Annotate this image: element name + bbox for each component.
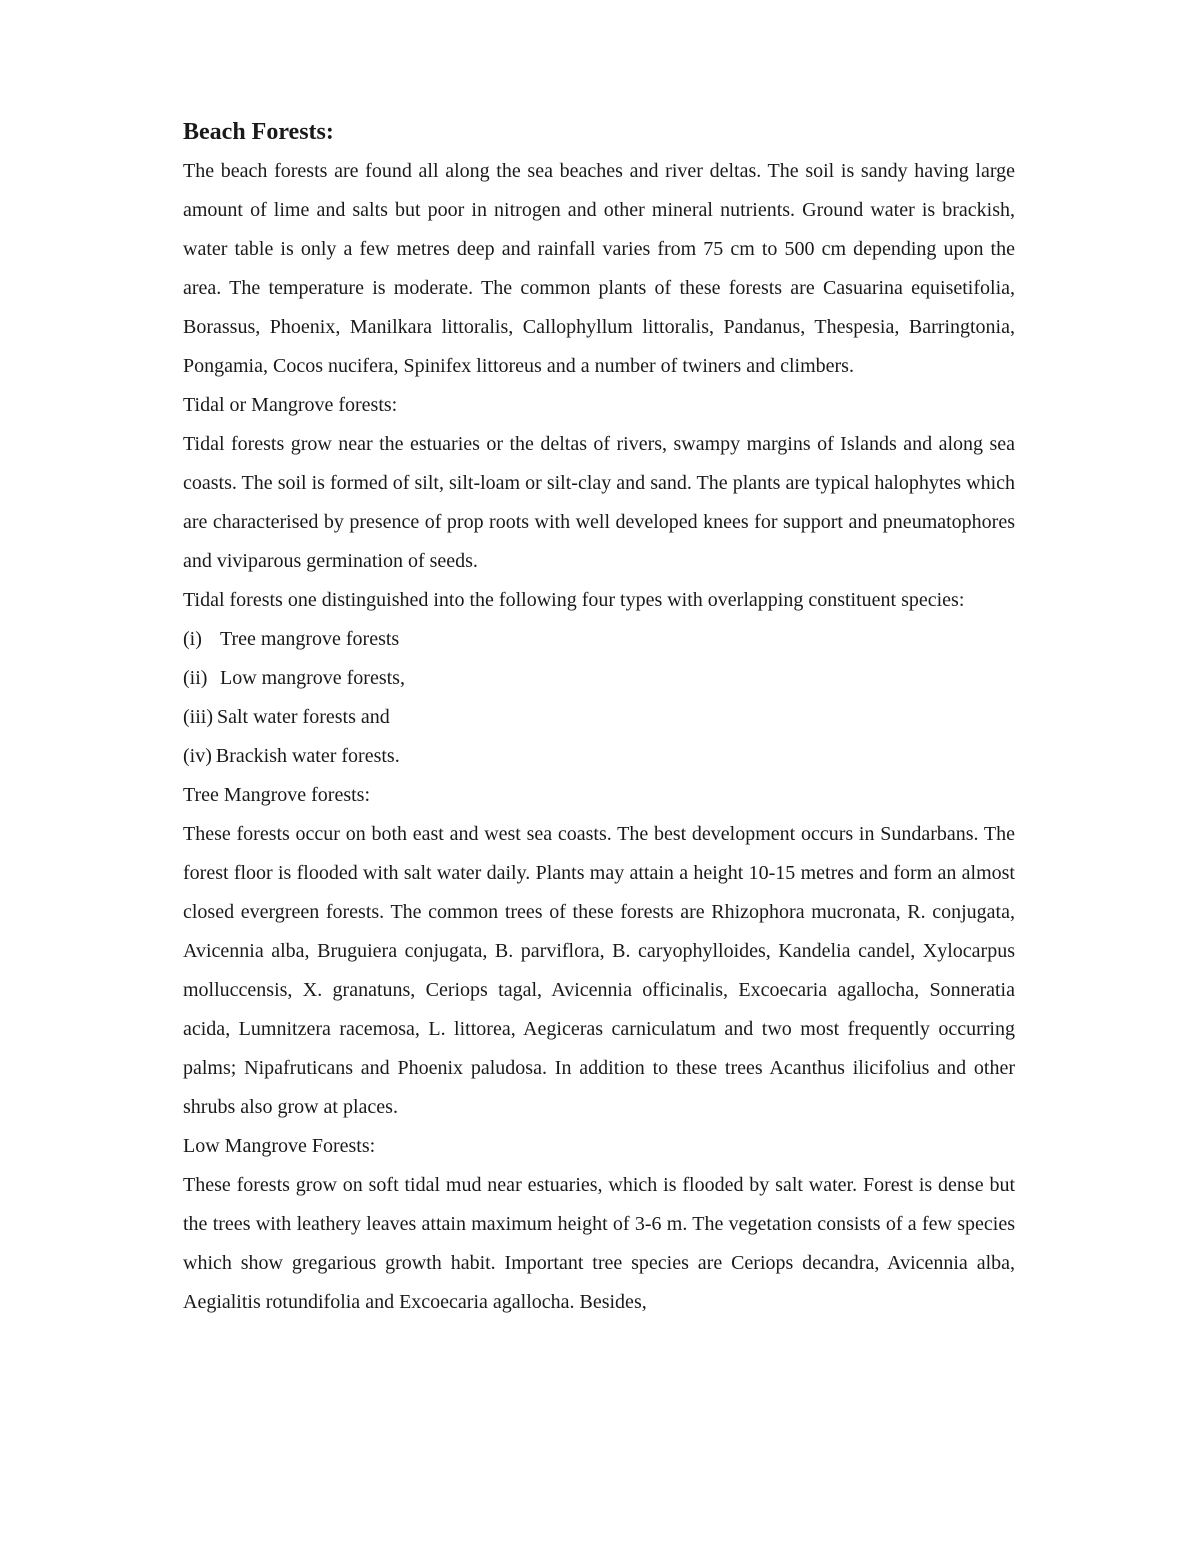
paragraph-low-mangrove: These forests grow on soft tidal mud near estuaries, which is flooded by salt water. Forest is dense but the trees with leathery leaves attain maximum height of 3-6 m. The vegetation consists of a few species which show gregarious growth habit. Important tree species are Ceriops decandra, Avicennia alba, Aegialitis rotundifolia and Excoecaria agallocha. Besides, [183,1174,1015,1313]
paragraph-tidal-forests: Tidal forests grow near the estuaries or the deltas of rivers, swampy margins of Islands and along sea coasts. The soil is formed of silt, silt-loam or silt-clay and sand. The plants are typical halophytes which are characterised by presence of prop roots with well developed knees for support and pneumatophores and viviparous germination of seeds. [183,433,1015,572]
list-item [183,698,1015,737]
document-page [183,112,1015,1322]
list-item [183,659,1015,698]
list-text: Low mangrove forests, [220,667,405,689]
subheading-tree-mangrove: Tree Mangrove forests: [183,784,371,806]
heading-beach-forests: Beach Forests: [183,119,334,145]
paragraph-tree-mangrove: These forests occur on both east and west sea coasts. The best development occurs in Sundarbans. The forest floor is flooded with salt water daily. Plants may attain a height 10-15 metres and form an almost closed evergreen forests. The common trees of these forests are Rhizophora mucronata, R. conjugata, Avicennia alba, Bruguiera conjugata, B. parviflora, B. caryophylloides, Kandelia candel, Xylocarpus molluccensis, X. granatuns, Ceriops tagal, Avicennia officinalis, Excoecaria agallocha, Sonneratia acida, Lumnitzera racemosa, L. littorea, Aegiceras carniculatum and two most frequently occurring palms; Nipafruticans and Phoenix paludosa. In addition to these trees Acanthus ilicifolius and other shrubs also grow at places. [183,823,1015,1118]
list-text: Brackish water forests. [215,745,400,767]
subheading-tidal-forests: Tidal or Mangrove forests: [183,394,398,416]
list-number: (i) [183,628,202,650]
list-number: (iii) [183,706,213,728]
tidal-types-list [183,620,1015,776]
list-item [183,737,1015,776]
list-number: (iv) [183,745,212,767]
list-text: Tree mangrove forests [220,628,400,650]
paragraph-tidal-types-intro: Tidal forests one distinguished into the following four types with overlapping constituent species: [183,589,965,611]
paragraph-beach-forests: The beach forests are found all along the sea beaches and river deltas. The soil is sandy having large amount of lime and salts but poor in nitrogen and other mineral nutrients. Ground water is brackish, water table is only a few metres deep and rainfall varies from 75 cm to 500 cm depending upon the area. The temperature is moderate. The common plants of these forests are Casuarina equisetifolia, Borassus, Phoenix, Manilkara littoralis, Callophyllum littoralis, Pandanus, Thespesia, Barringtonia, Pongamia, Cocos nucifera, Spinifex littoreus and a number of twiners and climbers. [183,160,1015,377]
list-item [183,620,1015,659]
list-number: (ii) [183,667,208,689]
list-text: Salt water forests and [217,706,390,728]
subheading-low-mangrove: Low Mangrove Forests: [183,1135,376,1157]
